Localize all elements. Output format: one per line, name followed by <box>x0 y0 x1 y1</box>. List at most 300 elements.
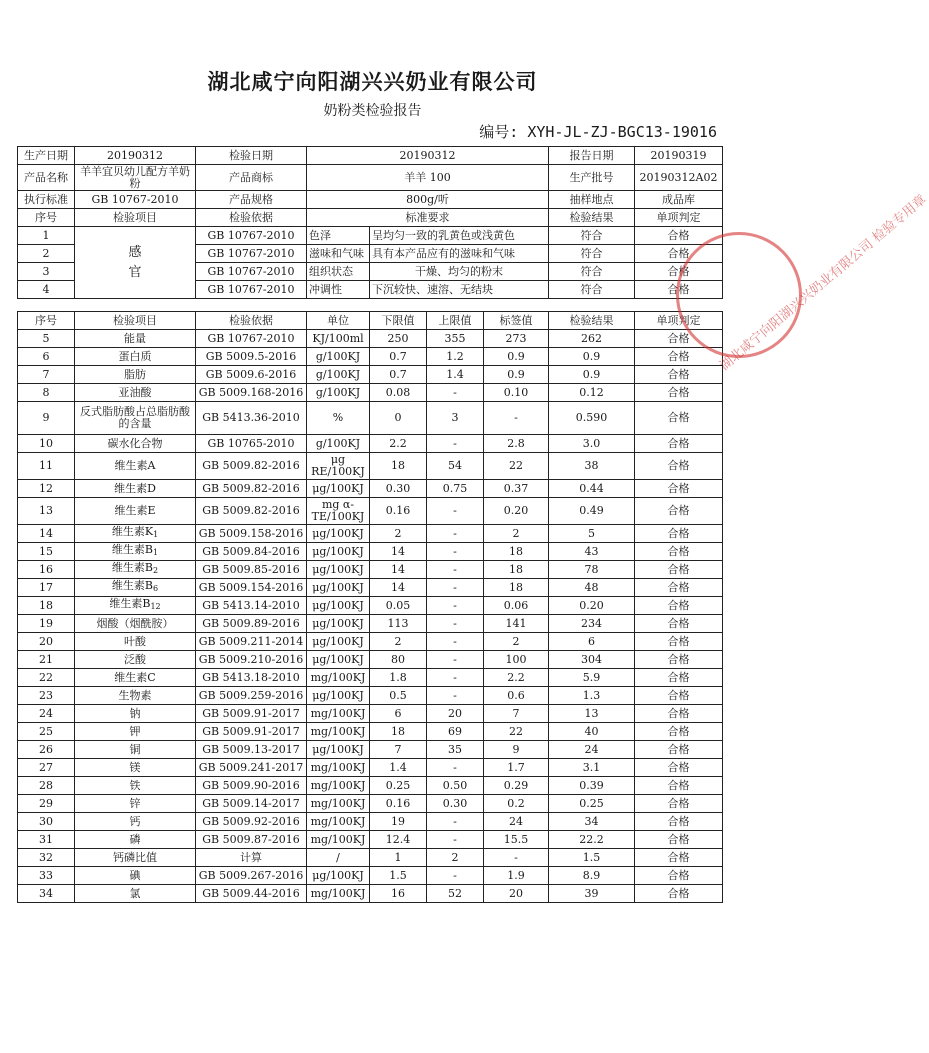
cell-lower: 0.08 <box>370 384 427 402</box>
cell-judgement: 合格 <box>635 795 723 813</box>
cell-label: 0.37 <box>484 480 549 498</box>
cell-judgement: 合格 <box>635 831 723 849</box>
table-row <box>18 669 723 687</box>
cell-lower: 7 <box>370 741 427 759</box>
cell-basis: GB 5009.82-2016 <box>196 498 307 525</box>
item-subscript: 6 <box>153 584 159 593</box>
cell-no: 30 <box>18 813 75 831</box>
cell-unit: μg/100KJ <box>307 561 370 579</box>
cell-result: 24 <box>549 741 635 759</box>
cell-lower: 14 <box>370 543 427 561</box>
sensory-judgement: 合格 <box>635 281 723 299</box>
cell-unit: mg/100KJ <box>307 669 370 687</box>
cell-unit: mg/100KJ <box>307 759 370 777</box>
report-date-label: 报告日期 <box>549 147 635 165</box>
sensory-header-result: 检验结果 <box>549 209 635 227</box>
cell-lower: 2.2 <box>370 435 427 453</box>
cell-judgement: 合格 <box>635 561 723 579</box>
cell-no: 29 <box>18 795 75 813</box>
cell-label: 0.06 <box>484 597 549 615</box>
cell-unit: mg/100KJ <box>307 777 370 795</box>
sensory-basis: GB 10767-2010 <box>196 227 307 245</box>
cell-no: 32 <box>18 849 75 867</box>
cell-result: 1.5 <box>549 849 635 867</box>
cell-result: 78 <box>549 561 635 579</box>
cell-label: 0.20 <box>484 498 549 525</box>
cell-lower: 80 <box>370 651 427 669</box>
cell-no: 25 <box>18 723 75 741</box>
header-lower: 下限值 <box>370 312 427 330</box>
table-row <box>18 348 723 366</box>
cell-upper: - <box>427 867 484 885</box>
cell-result: 234 <box>549 615 635 633</box>
cell-no: 9 <box>18 402 75 435</box>
cell-no: 7 <box>18 366 75 384</box>
cell-lower: 0.25 <box>370 777 427 795</box>
cell-result: 38 <box>549 453 635 480</box>
cell-item: 泛酸 <box>75 651 196 669</box>
sample-place: 成品库 <box>635 191 723 209</box>
cell-result: 0.590 <box>549 402 635 435</box>
cell-upper: - <box>427 435 484 453</box>
sensory-result: 符合 <box>549 263 635 281</box>
cell-upper: - <box>427 651 484 669</box>
product-name-label: 产品名称 <box>18 165 75 191</box>
table-row <box>18 498 723 525</box>
cell-lower: 18 <box>370 453 427 480</box>
cell-item: 维生素A <box>75 453 196 480</box>
cell-judgement: 合格 <box>635 867 723 885</box>
spec: 800g/听 <box>307 191 549 209</box>
cell-no: 33 <box>18 867 75 885</box>
cell-basis: GB 5009.85-2016 <box>196 561 307 579</box>
cell-label: 24 <box>484 813 549 831</box>
cell-basis: GB 5009.154-2016 <box>196 579 307 597</box>
cell-upper: 1.4 <box>427 366 484 384</box>
cell-basis: GB 5009.211-2014 <box>196 633 307 651</box>
spec-label: 产品规格 <box>196 191 307 209</box>
cell-judgement: 合格 <box>635 384 723 402</box>
item-subscript: 2 <box>153 566 159 575</box>
table-row <box>18 561 723 579</box>
cell-unit: mg/100KJ <box>307 885 370 903</box>
doc-no-value: XYH-JL-ZJ-BGC13-19016 <box>527 123 717 141</box>
cell-result: 40 <box>549 723 635 741</box>
cell-upper: 35 <box>427 741 484 759</box>
cell-item: 蛋白质 <box>75 348 196 366</box>
sensory-requirement: 呈均匀一致的乳黄色或浅黄色 <box>370 227 549 245</box>
cell-item: 镁 <box>75 759 196 777</box>
cell-unit: μg/100KJ <box>307 579 370 597</box>
cell-no: 17 <box>18 579 75 597</box>
cell-label: 15.5 <box>484 831 549 849</box>
cell-no: 21 <box>18 651 75 669</box>
cell-item: 维生素D <box>75 480 196 498</box>
cell-item: 碳水化合物 <box>75 435 196 453</box>
sensory-header-no: 序号 <box>18 209 75 227</box>
cell-label: 100 <box>484 651 549 669</box>
cell-upper: - <box>427 813 484 831</box>
cell-unit: mg/100KJ <box>307 795 370 813</box>
cell-basis: GB 5413.18-2010 <box>196 669 307 687</box>
header-label: 标签值 <box>484 312 549 330</box>
cell-basis: GB 5009.92-2016 <box>196 813 307 831</box>
item-name: 维生素B <box>109 597 151 610</box>
cell-no: 18 <box>18 597 75 615</box>
cell-upper: 69 <box>427 723 484 741</box>
cell-upper: - <box>427 633 484 651</box>
cell-upper: 20 <box>427 705 484 723</box>
cell-no: 24 <box>18 705 75 723</box>
cell-upper: - <box>427 687 484 705</box>
header-unit: 单位 <box>307 312 370 330</box>
item-subscript: 1 <box>153 548 159 557</box>
cell-upper: 355 <box>427 330 484 348</box>
cell-label: - <box>484 849 549 867</box>
cell-judgement: 合格 <box>635 435 723 453</box>
cell-unit: μg/100KJ <box>307 480 370 498</box>
table-row <box>18 885 723 903</box>
test-date-label: 检验日期 <box>196 147 307 165</box>
cell-unit: μg/100KJ <box>307 651 370 669</box>
cell-lower: 18 <box>370 723 427 741</box>
cell-lower: 14 <box>370 579 427 597</box>
cell-unit: mg/100KJ <box>307 831 370 849</box>
cell-result: 0.20 <box>549 597 635 615</box>
item-subscript: 1 <box>153 530 159 539</box>
cell-judgement: 合格 <box>635 366 723 384</box>
cell-unit: μg/100KJ <box>307 633 370 651</box>
cell-no: 8 <box>18 384 75 402</box>
cell-unit: mg α-TE/100KJ <box>307 498 370 525</box>
cell-unit: μg RE/100KJ <box>307 453 370 480</box>
sensory-header-requirement: 标准要求 <box>307 209 549 227</box>
cell-item <box>75 597 196 615</box>
prod-date: 20190312 <box>75 147 196 165</box>
cell-unit: mg/100KJ <box>307 705 370 723</box>
cell-lower: 0.16 <box>370 498 427 525</box>
cell-label: 18 <box>484 561 549 579</box>
table-body <box>18 330 723 903</box>
cell-label: 1.7 <box>484 759 549 777</box>
cell-upper: - <box>427 543 484 561</box>
cell-no: 15 <box>18 543 75 561</box>
cell-judgement: 合格 <box>635 687 723 705</box>
table-row <box>18 813 723 831</box>
sensory-header-judgement: 单项判定 <box>635 209 723 227</box>
cell-judgement: 合格 <box>635 849 723 867</box>
cell-label: 2.8 <box>484 435 549 453</box>
cell-result: 48 <box>549 579 635 597</box>
cell-judgement: 合格 <box>635 453 723 480</box>
header-judgement: 单项判定 <box>635 312 723 330</box>
sensory-group-label-2: 官 <box>128 264 142 280</box>
cell-result: 22.2 <box>549 831 635 849</box>
cell-basis: GB 5009.91-2017 <box>196 705 307 723</box>
cell-no: 5 <box>18 330 75 348</box>
sensory-attr: 组织状态 <box>307 263 370 281</box>
cell-basis: GB 5009.91-2017 <box>196 723 307 741</box>
cell-item: 亚油酸 <box>75 384 196 402</box>
cell-result: 0.39 <box>549 777 635 795</box>
cell-judgement: 合格 <box>635 723 723 741</box>
cell-unit: μg/100KJ <box>307 525 370 543</box>
cell-unit: μg/100KJ <box>307 615 370 633</box>
cell-label: 22 <box>484 723 549 741</box>
sensory-attr: 冲调性 <box>307 281 370 299</box>
cell-basis: GB 5009.44-2016 <box>196 885 307 903</box>
cell-basis: GB 5009.87-2016 <box>196 831 307 849</box>
cell-result: 0.44 <box>549 480 635 498</box>
cell-label: 273 <box>484 330 549 348</box>
cell-upper: - <box>427 831 484 849</box>
cell-result: 8.9 <box>549 867 635 885</box>
cell-basis: GB 5009.82-2016 <box>196 453 307 480</box>
cell-judgement: 合格 <box>635 669 723 687</box>
cell-basis: GB 5009.90-2016 <box>196 777 307 795</box>
cell-lower: 0.5 <box>370 687 427 705</box>
seal-text: 湖北咸宁向阳湖兴兴奶业有限公司 检验专用章 <box>717 192 929 374</box>
cell-item: 维生素C <box>75 669 196 687</box>
cell-lower: 2 <box>370 633 427 651</box>
table-row <box>18 453 723 480</box>
cell-lower: 6 <box>370 705 427 723</box>
table-row <box>18 597 723 615</box>
cell-result: 5.9 <box>549 669 635 687</box>
cell-result: 0.12 <box>549 384 635 402</box>
cell-result: 0.9 <box>549 348 635 366</box>
brand: 羊羊 100 <box>307 165 549 191</box>
cell-basis: GB 5009.241-2017 <box>196 759 307 777</box>
cell-basis: GB 5413.14-2010 <box>196 597 307 615</box>
cell-no: 19 <box>18 615 75 633</box>
table-row <box>18 723 723 741</box>
cell-judgement: 合格 <box>635 741 723 759</box>
cell-lower: 1 <box>370 849 427 867</box>
cell-unit: g/100KJ <box>307 366 370 384</box>
cell-label: 0.9 <box>484 348 549 366</box>
cell-judgement: 合格 <box>635 597 723 615</box>
cell-basis: GB 5009.168-2016 <box>196 384 307 402</box>
cell-lower: 19 <box>370 813 427 831</box>
cell-basis: GB 5009.158-2016 <box>196 525 307 543</box>
item-name: 维生素B <box>111 543 153 556</box>
cell-label: 2 <box>484 633 549 651</box>
cell-upper: - <box>427 498 484 525</box>
brand-label: 产品商标 <box>196 165 307 191</box>
cell-no: 34 <box>18 885 75 903</box>
cell-lower: 0.7 <box>370 348 427 366</box>
cell-upper: - <box>427 597 484 615</box>
table-row <box>18 579 723 597</box>
item-name: 维生素B <box>111 579 153 592</box>
table-row <box>18 366 723 384</box>
sensory-basis: GB 10767-2010 <box>196 263 307 281</box>
cell-judgement: 合格 <box>635 705 723 723</box>
cell-label: 0.2 <box>484 795 549 813</box>
sensory-judgement: 合格 <box>635 227 723 245</box>
cell-basis: GB 5009.210-2016 <box>196 651 307 669</box>
cell-result: 3.1 <box>549 759 635 777</box>
cell-basis: GB 5009.13-2017 <box>196 741 307 759</box>
cell-label: 0.9 <box>484 366 549 384</box>
cell-item: 铜 <box>75 741 196 759</box>
cell-upper: - <box>427 384 484 402</box>
report-date: 20190319 <box>635 147 723 165</box>
sensory-no: 3 <box>18 263 75 281</box>
cell-basis: GB 5009.82-2016 <box>196 480 307 498</box>
cell-result: 3.0 <box>549 435 635 453</box>
cell-no: 23 <box>18 687 75 705</box>
cell-lower: 1.8 <box>370 669 427 687</box>
cell-item <box>75 543 196 561</box>
table-row <box>18 480 723 498</box>
cell-label: 1.9 <box>484 867 549 885</box>
standard-label: 执行标准 <box>18 191 75 209</box>
cell-label: 22 <box>484 453 549 480</box>
cell-basis: GB 5009.5-2016 <box>196 348 307 366</box>
cell-basis: GB 5009.259-2016 <box>196 687 307 705</box>
cell-unit: μg/100KJ <box>307 543 370 561</box>
cell-judgement: 合格 <box>635 498 723 525</box>
table-row <box>18 615 723 633</box>
company-title: 湖北咸宁向阳湖兴兴奶业有限公司 <box>207 69 538 94</box>
cell-unit: g/100KJ <box>307 384 370 402</box>
cell-no: 20 <box>18 633 75 651</box>
cell-item: 钙 <box>75 813 196 831</box>
cell-upper: - <box>427 579 484 597</box>
table-row <box>18 759 723 777</box>
cell-basis: GB 5009.89-2016 <box>196 615 307 633</box>
item-name: 维生素B <box>111 561 153 574</box>
cell-basis: GB 5009.267-2016 <box>196 867 307 885</box>
cell-item: 铁 <box>75 777 196 795</box>
cell-no: 12 <box>18 480 75 498</box>
prod-date-label: 生产日期 <box>18 147 75 165</box>
sample-place-label: 抽样地点 <box>549 191 635 209</box>
table-row <box>18 777 723 795</box>
batch: 20190312A02 <box>635 165 723 191</box>
cell-item: 碘 <box>75 867 196 885</box>
table-row <box>18 651 723 669</box>
header-upper: 上限值 <box>427 312 484 330</box>
cell-judgement: 合格 <box>635 813 723 831</box>
cell-upper: - <box>427 615 484 633</box>
cell-result: 5 <box>549 525 635 543</box>
cell-label: 7 <box>484 705 549 723</box>
table-row <box>18 849 723 867</box>
cell-judgement: 合格 <box>635 543 723 561</box>
cell-upper: 0.50 <box>427 777 484 795</box>
cell-unit: μg/100KJ <box>307 741 370 759</box>
cell-label: 18 <box>484 543 549 561</box>
cell-result: 43 <box>549 543 635 561</box>
cell-basis: GB 5009.6-2016 <box>196 366 307 384</box>
sensory-group-label-1: 感 <box>128 244 142 260</box>
table-row <box>18 867 723 885</box>
cell-item: 氯 <box>75 885 196 903</box>
sensory-group-label <box>75 227 196 299</box>
sensory-attr: 滋味和气味 <box>307 245 370 263</box>
table-row <box>18 831 723 849</box>
cell-judgement: 合格 <box>635 651 723 669</box>
cell-lower: 14 <box>370 561 427 579</box>
cell-lower: 0.30 <box>370 480 427 498</box>
sensory-no: 4 <box>18 281 75 299</box>
sensory-result: 符合 <box>549 227 635 245</box>
cell-item: 钾 <box>75 723 196 741</box>
sensory-no: 2 <box>18 245 75 263</box>
cell-item: 能量 <box>75 330 196 348</box>
cell-unit: KJ/100ml <box>307 330 370 348</box>
cell-judgement: 合格 <box>635 759 723 777</box>
info-sensory-table <box>17 146 723 299</box>
cell-lower: 0.7 <box>370 366 427 384</box>
cell-upper: 3 <box>427 402 484 435</box>
sensory-judgement: 合格 <box>635 263 723 281</box>
cell-lower: 2 <box>370 525 427 543</box>
standard: GB 10767-2010 <box>75 191 196 209</box>
cell-unit: g/100KJ <box>307 348 370 366</box>
cell-upper: 54 <box>427 453 484 480</box>
cell-label: 18 <box>484 579 549 597</box>
header-basis: 检验依据 <box>196 312 307 330</box>
cell-no: 26 <box>18 741 75 759</box>
cell-item <box>75 579 196 597</box>
cell-result: 39 <box>549 885 635 903</box>
sensory-judgement: 合格 <box>635 245 723 263</box>
sensory-requirement: 具有本产品应有的滋味和气味 <box>370 245 549 263</box>
table-row <box>18 633 723 651</box>
cell-judgement: 合格 <box>635 579 723 597</box>
table-row <box>18 687 723 705</box>
doc-no-label: 编号: <box>479 123 519 141</box>
table-row <box>18 705 723 723</box>
cell-label: 0.10 <box>484 384 549 402</box>
cell-judgement: 合格 <box>635 777 723 795</box>
cell-upper: - <box>427 561 484 579</box>
sensory-requirement: 下沉较快、速溶、无结块 <box>370 281 549 299</box>
cell-basis: GB 10765-2010 <box>196 435 307 453</box>
cell-unit: g/100KJ <box>307 435 370 453</box>
cell-result: 0.49 <box>549 498 635 525</box>
cell-label: 2 <box>484 525 549 543</box>
cell-judgement: 合格 <box>635 330 723 348</box>
header-no: 序号 <box>18 312 75 330</box>
sensory-result: 符合 <box>549 281 635 299</box>
nutrient-table <box>17 311 723 903</box>
cell-item <box>75 561 196 579</box>
cell-no: 28 <box>18 777 75 795</box>
cell-upper: 1.2 <box>427 348 484 366</box>
cell-judgement: 合格 <box>635 348 723 366</box>
cell-label: 0.6 <box>484 687 549 705</box>
cell-label: - <box>484 402 549 435</box>
product-name: 羊羊宜贝幼儿配方羊奶粉 <box>75 165 196 191</box>
table-row <box>18 330 723 348</box>
table-row <box>18 402 723 435</box>
cell-unit: / <box>307 849 370 867</box>
cell-basis: 计算 <box>196 849 307 867</box>
cell-judgement: 合格 <box>635 480 723 498</box>
sensory-header-item: 检验项目 <box>75 209 196 227</box>
cell-upper: - <box>427 759 484 777</box>
table-row <box>18 795 723 813</box>
cell-lower: 1.5 <box>370 867 427 885</box>
cell-judgement: 合格 <box>635 615 723 633</box>
cell-no: 16 <box>18 561 75 579</box>
table-row <box>18 741 723 759</box>
